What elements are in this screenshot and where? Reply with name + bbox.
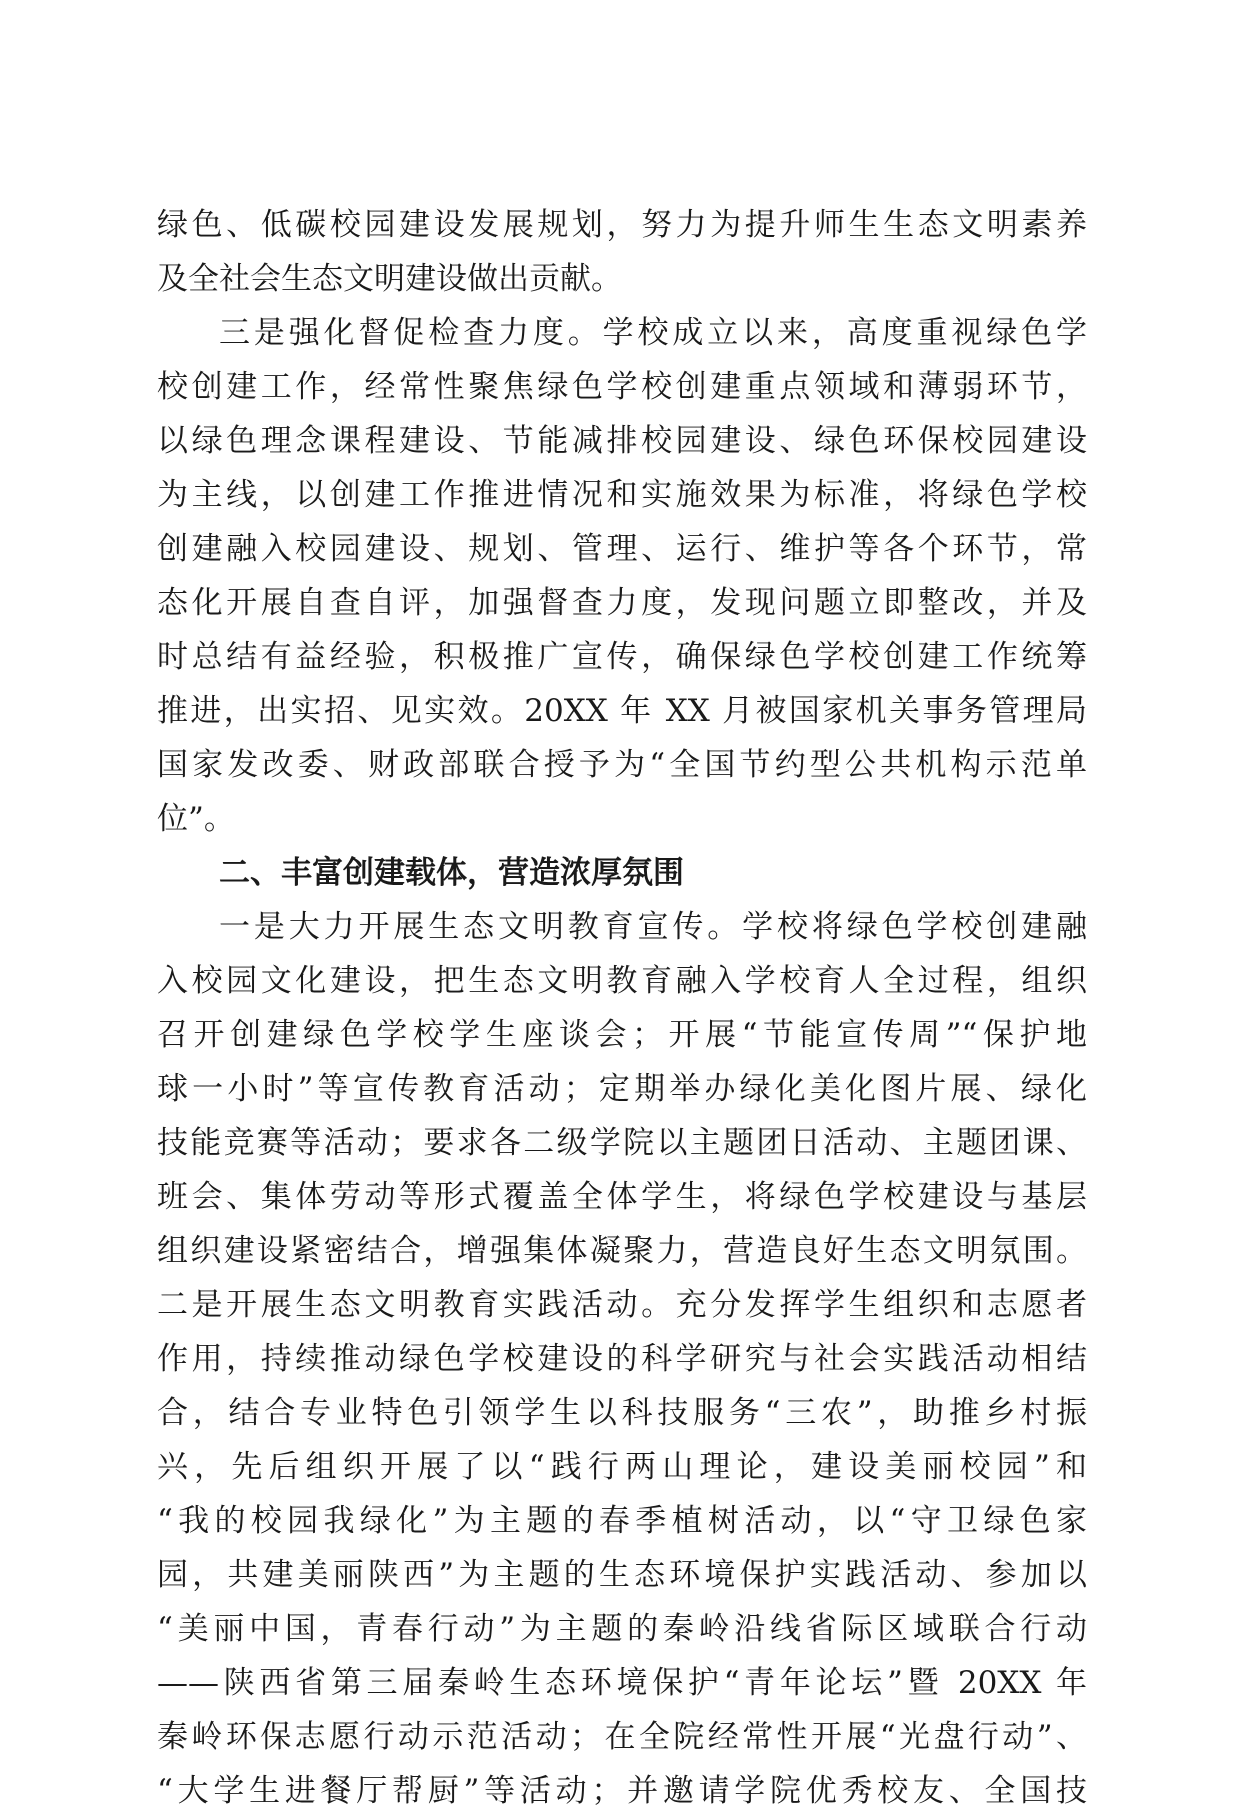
paragraph-line: 及全社会生态文明建设做出贡献。 [157, 261, 622, 297]
section-heading: 二、丰富创建载体，营造浓厚氛围 [219, 855, 684, 891]
paragraph-line: 技能竞赛等活动；要求各二级学院以主题团日活动、主题团课、 [157, 1125, 1087, 1161]
paragraph-line: 国家发改委、财政部联合授予为“全国节约型公共机构示范单 [157, 747, 1087, 783]
paragraph-line: 球一小时”等宣传教育活动；定期举办绿化美化图片展、绿化 [157, 1071, 1087, 1107]
paragraph-line: 组织建设紧密结合，增强集体凝聚力，营造良好生态文明氛围。 [157, 1233, 1087, 1269]
paragraph-line: 为主线，以创建工作推进情况和实施效果为标准，将绿色学校 [157, 477, 1087, 513]
paragraph-line: 兴，先后组织开展了以“践行两山理论，建设美丽校园”和 [157, 1449, 1087, 1485]
paragraph-line: 一是大力开展生态文明教育宣传。学校将绿色学校创建融 [219, 909, 1087, 945]
paragraph-line: 绿色、低碳校园建设发展规划，努力为提升师生生态文明素养 [157, 207, 1087, 243]
paragraph-line: 作用，持续推动绿色学校建设的科学研究与社会实践活动相结 [157, 1341, 1087, 1377]
paragraph-line: “我的校园我绿化”为主题的春季植树活动，以“守卫绿色家 [157, 1503, 1087, 1539]
paragraph-line: 班会、集体劳动等形式覆盖全体学生，将绿色学校建设与基层 [157, 1179, 1087, 1215]
paragraph-line: 入校园文化建设，把生态文明教育融入学校育人全过程，组织 [157, 963, 1087, 999]
paragraph-line: 园，共建美丽陕西”为主题的生态环境保护实践活动、参加以 [157, 1557, 1087, 1593]
paragraph-line: 位”。 [157, 801, 235, 837]
paragraph-line: 态化开展自查自评，加强督查力度，发现问题立即整改，并及 [157, 585, 1087, 621]
paragraph-line: 合，结合专业特色引领学生以科技服务“三农”，助推乡村振 [157, 1395, 1087, 1431]
paragraph-line: 二是开展生态文明教育实践活动。充分发挥学生组织和志愿者 [157, 1287, 1087, 1323]
paragraph-line: 以绿色理念课程建设、节能减排校园建设、绿色环保校园建设 [157, 423, 1087, 459]
paragraph-line: 召开创建绿色学校学生座谈会；开展“节能宣传周”“保护地 [157, 1017, 1087, 1053]
paragraph-line: “大学生进餐厅帮厨”等活动；并邀请学院优秀校友、全国技 [157, 1773, 1087, 1809]
paragraph-line: 三是强化督促检查力度。学校成立以来，高度重视绿色学 [219, 315, 1087, 351]
paragraph-line: 时总结有益经验，积极推广宣传，确保绿色学校创建工作统筹 [157, 639, 1087, 675]
paragraph-line: 秦岭环保志愿行动示范活动；在全院经常性开展“光盘行动”、 [157, 1719, 1087, 1755]
paragraph-line: “美丽中国，青春行动”为主题的秦岭沿线省际区域联合行动 [157, 1611, 1087, 1647]
document-body [157, 198, 1087, 1818]
paragraph-line: ——陕西省第三届秦岭生态环境保护“青年论坛”暨 20XX 年 [157, 1665, 1087, 1701]
paragraph-line: 推进，出实招、见实效。20XX 年 XX 月被国家机关事务管理局 [157, 693, 1087, 729]
paragraph-line: 创建融入校园建设、规划、管理、运行、维护等各个环节，常 [157, 531, 1087, 567]
paragraph-line: 校创建工作，经常性聚焦绿色学校创建重点领域和薄弱环节， [157, 369, 1087, 405]
